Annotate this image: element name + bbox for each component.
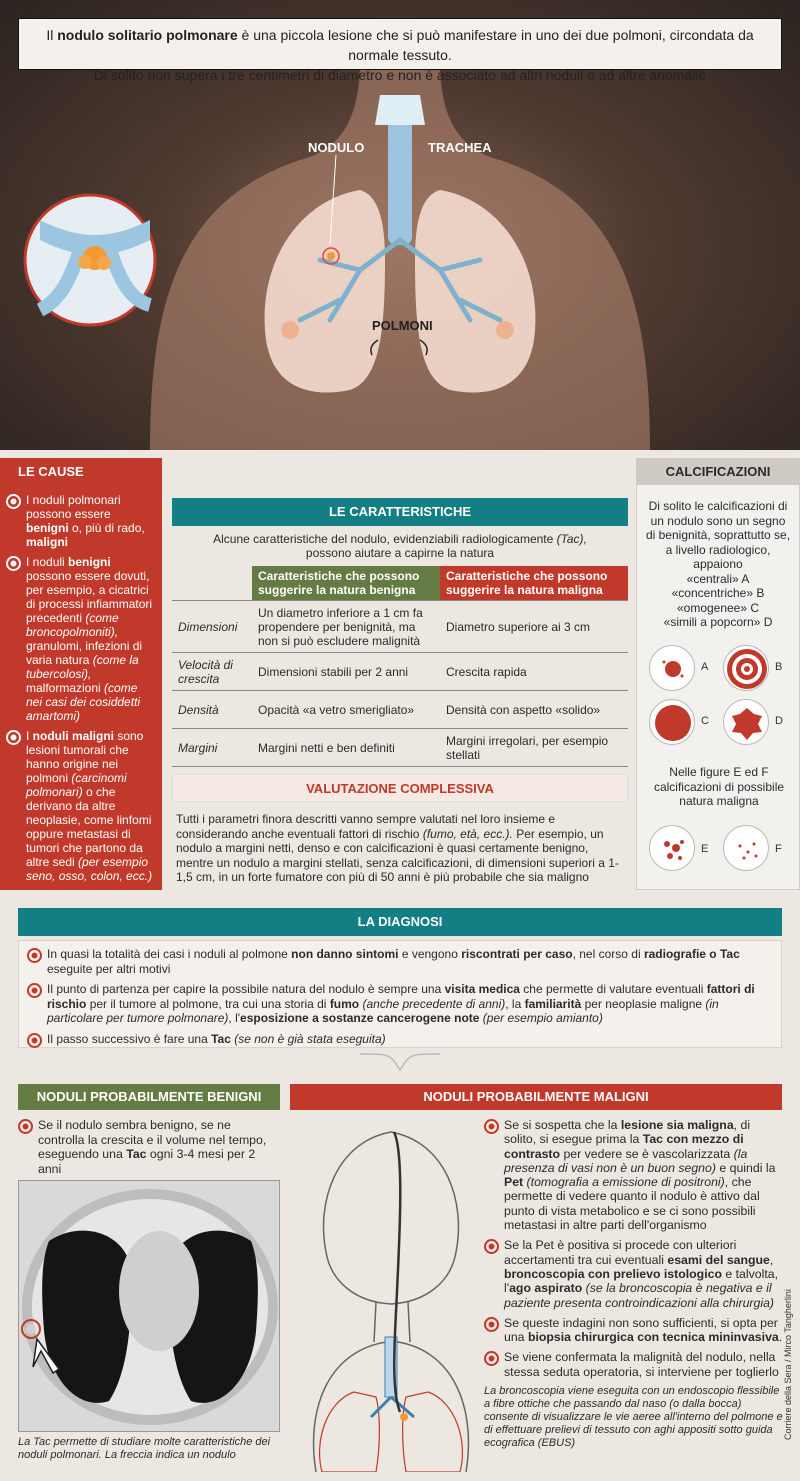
cause-panel (0, 458, 162, 890)
diagnosi-title: LA DIAGNOSI (18, 908, 782, 936)
fig-letter-b: B (775, 661, 783, 673)
fig-letter-f: F (775, 843, 782, 855)
cause-title: LE CAUSE (18, 464, 84, 479)
benigni-text: Se il nodulo sembra benigno, se ne controlla la crescita e il volume nel tempo, eseguendo una Tac ogni 3-4 mesi per 2 anni (18, 1118, 280, 1176)
label-polmoni: POLMONI (372, 318, 433, 333)
cause-bullet-1: I noduli polmonari possono essere benigni o, più di rado, maligni (6, 493, 156, 549)
label-trachea: TRACHEA (428, 140, 492, 155)
diagnosi-bullet-3: Il passo successivo è fare una Tac (se non è già stata eseguita) (27, 1032, 773, 1047)
calcificazioni-text: Di solito le calcificazioni di un nodulo sono un segno di benignità, soprattutto se, a livello radiologico, appaiono «centrali» A «concentriche» B «omogenee» C «simili a popcorn» D (645, 499, 791, 629)
calcificazioni-ef-text: Nelle figure E ed F calcificazioni di possibile natura maligna (653, 765, 785, 808)
credit: Corriere della Sera / Mirco Tangherlini (783, 1289, 793, 1440)
intro-bold: nodulo solitario polmonare (57, 27, 238, 43)
cell-benigna: Un diametro inferiore a 1 cm fa propendere per benignità, ma non si può escludere malignità (252, 601, 440, 653)
intro-text-3: Di solito non supera i tre centimetri di diametro e non è associato ad altri noduli o ad altre anomalie (93, 67, 707, 83)
diagnosi-brace-icon (360, 1048, 440, 1076)
calc-figure-d (723, 699, 769, 745)
maligni-bullet-4: Se viene confermata la malignità del nodulo, nella stessa seduta operatoria, si interviene per toglierlo (484, 1350, 784, 1379)
calc-figure-a (649, 645, 695, 691)
benigni-title: NODULI PROBABILMENTE BENIGNI (18, 1084, 280, 1110)
calc-figure-f (723, 825, 769, 871)
valutazione-text: Tutti i parametri finora descritti vanno sempre valutati nel loro insieme e considerando anche eventuali fattori di rischio (fumo, età, ecc.). Per esempio, un nodulo a margini netti, denso e con calcificazioni è quasi certamente benigno, mentre un nodulo a margini stellati, senza calcificazioni, di dimensioni superiori a 1-1,5 cm, in un forte fumatore con più di 50 anni è più probabile che sia maligno (176, 812, 619, 884)
calcificazioni-title: CALCIFICAZIONI (637, 459, 799, 485)
cell-benigna: Margini netti e ben definiti (252, 729, 440, 767)
diagnosi-bullet-2: Il punto di partenza per capire la possibile natura del nodulo è sempre una visita medica che permette di valutare eventuali fattori di rischio per il tumore al polmone, tra cui una storia di fumo (anche precedente di anni), la familiarità per neoplasie maligne (in particolare per tumore polmonare), l'esposizione a sostanze cancerogene note (per esempio amianto) (27, 982, 773, 1026)
hero-illustration (0, 0, 800, 450)
cause-bullet-2: I noduli benigni possono essere dovuti, per esempio, a cicatrici di processi infiammatori precedenti (come broncopolmoniti), granulomi, infezioni di varia natura (come la tubercolosi), malformazioni (come nei casi dei cosiddetti amartomi) (6, 555, 156, 723)
fig-letter-d: D (775, 715, 783, 727)
row-label: Dimensioni (172, 601, 252, 653)
maligni-bullet-1: Se si sospetta che la lesione sia maligna, di solito, si esegue prima la Tac con mezzo di contrasto per vedere se è vascolarizzata (la presenza di vasi non è un buon segno) e quindi la Pet (tomografia a emissione di positroni), che permette di vedere quanto il nodulo è attivo dal punto di vista metabolico e se ci sono possibili metastasi in altre parti dell'organismo (484, 1118, 784, 1232)
maligni-bullets (484, 1118, 784, 1450)
row-label: Densità (172, 691, 252, 729)
intro-text-2: è una piccola lesione che si può manifestare in uno dei due polmoni, circondata da normale tessuto. (237, 27, 754, 63)
calcificazioni-panel (636, 458, 800, 890)
caratteristiche-title: LE CARATTERISTICHE (172, 498, 628, 526)
fig-letter-e: E (701, 843, 709, 855)
diagnosi-bullet-1: In quasi la totalità dei casi i noduli al polmone non danno sintomi e vengono riscontrati per caso, nel corso di radiografie o Tac eseguite per altri motivi (27, 947, 773, 976)
calc-figure-e (649, 825, 695, 871)
fig-letter-c: C (701, 715, 709, 727)
cell-maligna: Crescita rapida (440, 653, 628, 691)
ct-caption: La Tac permette di studiare molte caratteristiche dei noduli polmonari. La freccia indica un nodulo (18, 1436, 271, 1461)
valutazione-title: VALUTAZIONE COMPLESSIVA (172, 774, 628, 802)
cell-maligna: Densità con aspetto «solido» (440, 691, 628, 729)
row-label: Margini (172, 729, 252, 767)
cell-maligna: Diametro superiore ai 3 cm (440, 601, 628, 653)
diagnosi-panel (18, 940, 782, 1048)
caratteristiche-table (172, 566, 628, 767)
maligni-bullet-2: Se la Pet è positiva si procede con ulteriori accertamenti tra cui eventuali esami del sangue, broncoscopia con prelievo istologico e talvolta, l'ago aspirato (se la broncoscopia è negativa e il paziente presenta controindicazioni alla chirurgia) (484, 1238, 784, 1309)
bronchoscopy-note: La broncoscopia viene eseguita con un endoscopio flessibile a fibre ottiche che passando dal naso (o dalla bocca) consente di visualizzare le vie aeree all'interno del polmone e di effettuare prelievi di tessuto con aghi appositi sotto guida ecografica (EBUS) (484, 1385, 783, 1450)
cell-maligna: Margini irregolari, per esempio stellati (440, 729, 628, 767)
calc-figure-b (723, 645, 769, 691)
fig-letter-a: A (701, 661, 709, 673)
maligni-title: NODULI PROBABILMENTE MALIGNI (290, 1084, 782, 1110)
cause-bullet-3: I noduli maligni sono lesioni tumorali che hanno origine nei polmoni (carcinomi polmonari) o che derivano da altre neoplasie, come linfomi oppure metastasi di tumori che partono da altre sedi (per esempio seno, osso, colon, ecc.) (6, 729, 156, 883)
cell-benigna: Dimensioni stabili per 2 anni (252, 653, 440, 691)
bronchoscopy-illustration (296, 1112, 486, 1472)
maligni-bullet-3: Se queste indagini non sono sufficienti, si opta per una biopsia chirurgica con tecnica mininvasiva. (484, 1316, 784, 1345)
row-label: Velocità di crescita (172, 653, 252, 691)
cell-benigna: Opacità «a vetro smerigliato» (252, 691, 440, 729)
intro-box (18, 18, 782, 83)
head-maligna: Caratteristiche che possono suggerire la natura maligna (440, 566, 628, 601)
intro-text: Il (46, 27, 58, 43)
calc-figure-c (649, 699, 695, 745)
ct-scan-image (18, 1180, 280, 1432)
caratteristiche-intro: Alcune caratteristiche del nodulo, evidenziabili radiologicamente (Tac), possono aiutare a capirne la natura (213, 532, 587, 560)
credit-wrap (783, 1289, 795, 1440)
label-nodulo: NODULO (308, 140, 365, 155)
head-benigna: Caratteristiche che possono suggerire la natura benigna (252, 566, 440, 601)
